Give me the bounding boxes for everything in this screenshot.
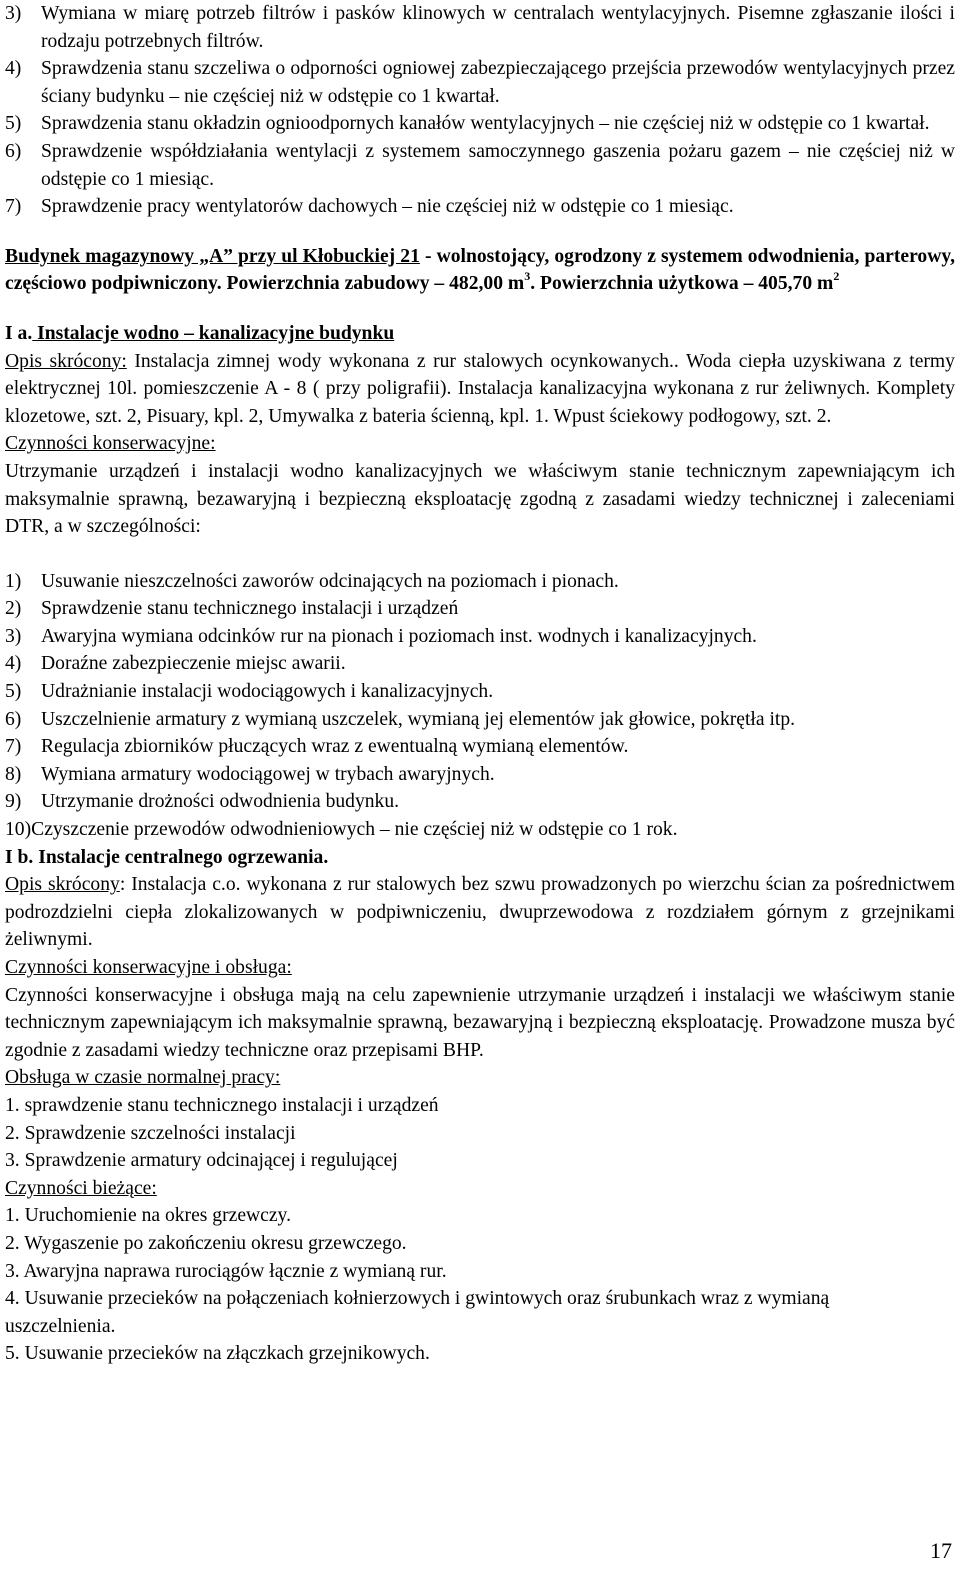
list-item: 9) Utrzymanie drożności odwodnienia budynku.: [5, 791, 400, 813]
list-item: 5) Sprawdzenia stanu okładzin ognioodpornych kanałów wentylacyjnych – nie częściej niż w odstępie co 1 kwartał.: [5, 113, 930, 135]
list-item: 4) Doraźne zabezpieczenie miejsc awarii.: [5, 653, 346, 675]
list-item: 4) Sprawdzenia stanu szczeliwa o odporności ogniowej zabezpieczającego przejścia przewodów wentylacyjnych przez ściany budynku – nie częściej niż w odstępie co 1 kwartał.: [5, 58, 955, 107]
list-item: 6) Uszczelnienie armatury z wymianą uszczelek, wymianą jej elementów jak głowice, pokrętła itp.: [5, 708, 796, 730]
list-item: 8) Wymiana armatury wodociągowej w trybach awaryjnych.: [5, 763, 495, 785]
section-b-operation-label: Obsługa w czasie normalnej pracy:: [5, 1067, 281, 1089]
building-title: Budynek magazynowy „A” przy ul Kłobuckiej 21: [5, 245, 420, 267]
section-b-routine-label: Czynności bieżące:: [5, 1177, 157, 1199]
list-item: 3. Awaryjna naprawa rurociągów łącznie z wymianą rur.: [5, 1260, 447, 1282]
list-item: 3. Sprawdzenie armatury odcinającej i regulującej: [5, 1150, 398, 1172]
list-item: 5) Udrażnianie instalacji wodociągowych i kanalizacyjnych.: [5, 681, 494, 703]
section-b-maintenance-label: Czynności konserwacyjne i obsługa:: [5, 957, 292, 978]
section-b-description: Opis skrócony: Instalacja c.o. wykonana z rur stalowych bez szwu prowadzonych po wierzchu ścian za pośrednictwem podrozdzielni ciepła zlokalizowanych w podpiwniczeniu, dwuprzewodowa z rozdziałem górnym z grzejnikami żeliwnymi.: [5, 874, 956, 951]
list-item: 7) Regulacja zbiorników płuczących wraz z ewentualną wymianą elementów.: [5, 736, 629, 758]
list-item: 7) Sprawdzenie pracy wentylatorów dachowych – nie częściej niż w odstępie co 1 miesiąc.: [5, 196, 734, 218]
list-item: 2) Sprawdzenie stanu technicznego instalacji i urządzeń: [5, 598, 459, 620]
section-b-heading: I b. Instalacje centralnego ogrzewania.: [5, 846, 329, 868]
section-a-maintenance-text: Utrzymanie urządzeń i instalacji wodno kanalizacyjnych we właściwym stanie technicznym zapewniającym ich maksymalnie sprawną, bezawaryjną i bezpieczną eksploatację zgodną z zasadami wiedzy technicznej i zaleceniami DTR, a w szczególności:: [5, 460, 955, 538]
list-item: 6) Sprawdzenie współdziałania wentylacji z systemem samoczynnego gaszenia pożaru gazem – nie częściej niż w odstępie co 1 miesiąc.: [5, 140, 955, 190]
list-item: 3) Wymiana w miarę potrzeb filtrów i pasków klinowych w centralach wentylacyjnych. Pisemne zgłaszanie ilości i rodzaju potrzebnych filtrów.: [5, 3, 955, 52]
section-a-heading: I a. Instalacje wodno – kanalizacyjne budynku: [5, 322, 395, 344]
ventilation-list: [5, 0, 955, 221]
list-item: 5. Usuwanie przecieków na złączkach grzejnikowych.: [5, 1343, 430, 1365]
document-page: [5, 0, 955, 1368]
list-item: 10) Czyszczenie przewodów odwodnieniowych – nie częściej niż w odstępie co 1 rok.: [5, 819, 678, 841]
section-a-list: [5, 568, 955, 844]
list-item: 1) Usuwanie nieszczelności zaworów odcinających na poziomach i pionach.: [5, 570, 619, 592]
list-item: 1. Uruchomienie na okres grzewczy.: [5, 1205, 291, 1227]
section-a-maintenance-label: Czynności konserwacyjne:: [5, 433, 216, 455]
list-item: 2. Sprawdzenie szczelności instalacji: [5, 1122, 296, 1144]
list-item: 3) Awaryjna wymiana odcinków rur na pionach i poziomach inst. wodnych i kanalizacyjnych.: [5, 625, 757, 647]
list-item: 2. Wygaszenie po zakończeniu okresu grzewczego.: [5, 1232, 407, 1254]
list-item: 4. Usuwanie przecieków na połączeniach kołnierzowych i gwintowych oraz śrubunkach wraz z wymianą uszczelnienia.: [5, 1288, 830, 1337]
section-b-maintenance-text: Czynności konserwacyjne i obsługa mają na celu zapewnienie utrzymanie urządzeń i instalacji we właściwym stanie technicznym zapewniającym ich maksymalnie sprawną, bezawaryjną i bezpieczną eksploatację. Prowadzone musza być zgodnie z zasadami wiedzy techniczne oraz przepisami BHP.: [5, 984, 955, 1061]
page-number: 17: [930, 1538, 952, 1564]
building-description: Budynek magazynowy „A” przy ul Kłobuckiej 21 - wolnostojący, ogrodzony z systemem odwodnienia, parterowy, częściowo podpiwniczony. Powierzchnia zabudowy – 482,00 $m^3$. Powierzchnia użytkowa – 405,70 $m^2$: [5, 245, 955, 295]
list-item: 1. sprawdzenie stanu technicznego instalacji i urządzeń: [5, 1094, 439, 1116]
section-a-description: Opis skrócony: Instalacja zimnej wody wykonana z rur stalowych ocynkowanych.. Woda ciepła uzyskiwana z termy elektrycznej 10l. pomieszczenie A - 8 ( przy poligrafii). Instalacja kanalizacyjna wykonana z rur żeliwnych. Komplety klozetowe, szt. 2, Pisuary, kpl. 2, Umywalka z bateria ścienną, kpl. 1. Wpust ściekowy podłogowy, szt. 2.: [5, 350, 955, 427]
